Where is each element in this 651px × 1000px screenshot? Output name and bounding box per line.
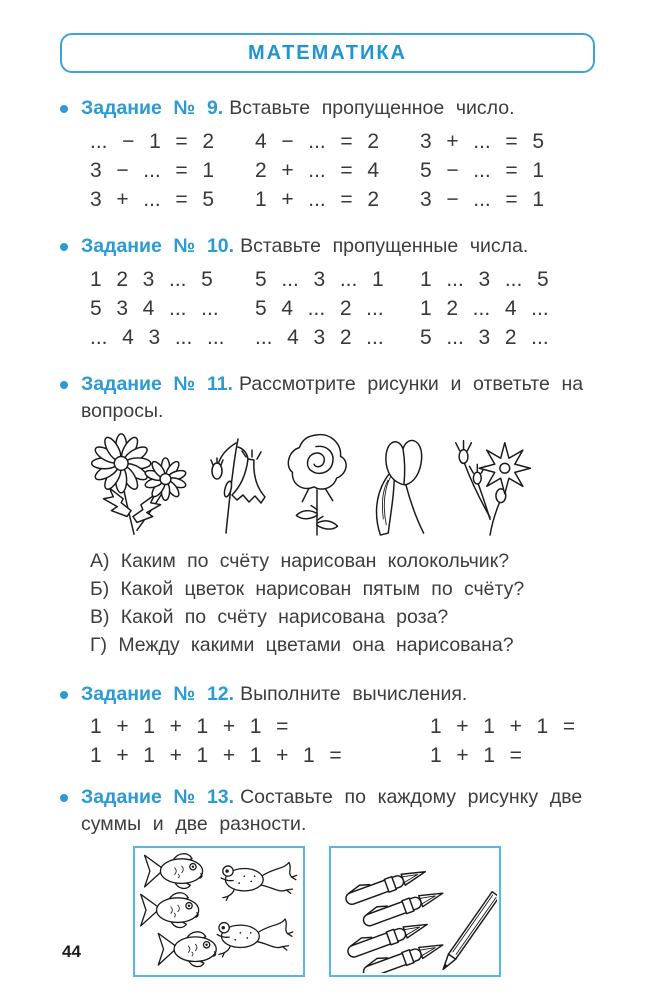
calc-line: 1 + 1 =	[430, 744, 522, 767]
fish-and-frogs-picture-box	[133, 846, 305, 977]
task-9-instruction: Вставьте пропущенное число.	[229, 97, 515, 119]
task-13-instruction: Составьте по каждому рисунку две суммы и две разности.	[81, 786, 583, 835]
sequence-line: 1 ... 3 ... 5	[420, 268, 549, 291]
calc-line: 1 + 1 + 1 + 1 + 1 =	[90, 744, 342, 767]
task-10-instruction: Вставьте пропущенные числа.	[240, 235, 529, 257]
equation-column	[90, 127, 255, 214]
equation-line: 3 − ... = 1	[420, 188, 545, 211]
sequence-line: 5 3 4 ... ...	[90, 297, 219, 320]
task-11-label: Задание № 11.	[81, 373, 233, 395]
bellflower-illustration	[200, 433, 272, 537]
cornflower-illustration	[446, 427, 540, 537]
pens-and-pencil-illustration	[333, 850, 497, 973]
equation-line: 3 − ... = 1	[90, 159, 215, 182]
sequence-column	[420, 265, 595, 352]
task-12-instruction: Выполните вычисления.	[240, 683, 468, 705]
bullet-icon	[60, 381, 68, 389]
frog-icon	[221, 862, 297, 900]
equation-column	[420, 127, 595, 214]
task-13-picture-boxes	[60, 846, 595, 977]
sequence-column	[90, 265, 255, 352]
task-10-label: Задание № 10.	[81, 235, 235, 257]
sequence-line: 5 4 ... 2 ...	[255, 297, 384, 320]
equation-line: 3 + ... = 5	[420, 130, 545, 153]
fish-icon	[145, 854, 203, 889]
tulip-illustration	[362, 427, 442, 537]
fish-icon	[141, 893, 199, 928]
equation-line: 2 + ... = 4	[255, 159, 380, 182]
bullet-icon	[60, 105, 68, 113]
pencil-icon	[439, 892, 497, 972]
bullet-icon	[60, 691, 68, 699]
question-line: Г) Между какими цветами она нарисована?	[90, 634, 514, 656]
question-line: А) Каким по счёту нарисован колокольчик?	[90, 550, 510, 572]
task-10-sequences	[60, 265, 595, 352]
equation-column	[255, 127, 420, 214]
calc-line: 1 + 1 + 1 =	[430, 715, 576, 738]
task-12-heading	[60, 681, 595, 708]
equation-line: 1 + ... = 2	[255, 188, 380, 211]
task-11-heading	[60, 371, 595, 425]
equation-line: 3 + ... = 5	[90, 188, 215, 211]
task-9-label: Задание № 9.	[81, 97, 224, 119]
fish-and-frogs-illustration	[137, 850, 301, 973]
calc-column	[430, 712, 595, 770]
task-11-instruction: Рассмотрите рисунки и ответьте на вопросы.	[81, 373, 584, 422]
sequence-line: 5 ... 3 2 ...	[420, 326, 549, 349]
calc-column	[90, 712, 430, 770]
equation-line: 5 − ... = 1	[420, 159, 545, 182]
flowers-illustration-row	[60, 429, 595, 537]
page-number: 44	[62, 942, 81, 961]
equation-line: ... − 1 = 2	[90, 130, 215, 153]
page-title: МАТЕМАТИКА	[247, 41, 407, 64]
sequence-line: 1 2 3 ... 5	[90, 268, 213, 291]
sequence-column	[255, 265, 420, 352]
sequence-line: ... 4 3 ... ...	[90, 326, 225, 349]
task-9-equations	[60, 127, 595, 214]
sequence-line: ... 4 3 2 ...	[255, 326, 384, 349]
chamomile-illustration	[70, 433, 196, 537]
task-9-heading	[60, 95, 595, 122]
bullet-icon	[60, 243, 68, 251]
task-10-heading	[60, 233, 595, 260]
task-12-label: Задание № 12.	[81, 683, 235, 705]
question-line: В) Какой по счёту нарисована роза?	[90, 606, 449, 628]
task-12-calculations	[60, 712, 595, 770]
question-line: Б) Какой цветок нарисован пятым по счёту?	[90, 578, 525, 600]
rose-illustration	[276, 427, 358, 537]
bullet-icon	[60, 794, 68, 802]
pens-and-pencil-picture-box	[329, 846, 501, 977]
sequence-line: 1 2 ... 4 ...	[420, 297, 549, 320]
fish-icon	[158, 932, 216, 967]
sequence-line: 5 ... 3 ... 1	[255, 268, 384, 291]
task-13-heading	[60, 784, 595, 838]
frog-icon	[217, 919, 293, 957]
calc-line: 1 + 1 + 1 + 1 =	[90, 715, 289, 738]
page-header-box	[60, 33, 595, 73]
task-13-label: Задание № 13.	[81, 786, 235, 808]
equation-line: 4 − ... = 2	[255, 130, 380, 153]
task-11-questions	[60, 547, 595, 659]
